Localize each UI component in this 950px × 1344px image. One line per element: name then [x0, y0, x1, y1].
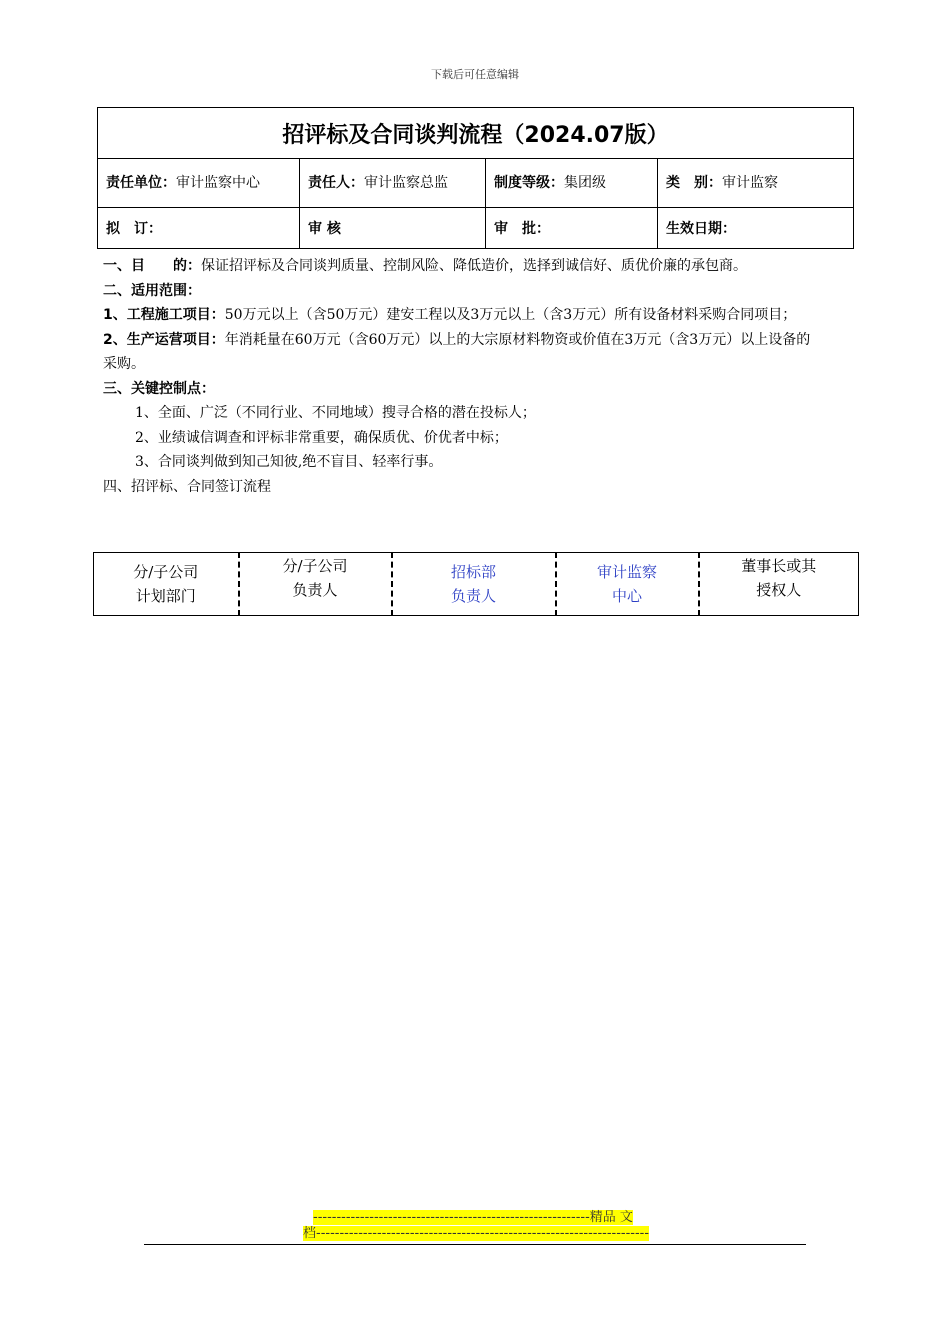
purpose-paragraph: [103, 254, 815, 279]
flow-column-line1: 审计监察: [596, 563, 657, 581]
scope-item-2-text: 年消耗量在60万元（含60万元）以上的大宗原材料物资或价值在3万元（含3万元）以上设备的采购。: [103, 331, 811, 372]
draft-label: 拟 订：: [106, 221, 162, 237]
responsible-unit-value: 审计监察中心: [176, 175, 260, 191]
flow-column-line1: 董事长或其: [741, 557, 817, 575]
system-level-label: 制度等级：: [494, 175, 564, 191]
flow-column-line1: 分/子公司: [282, 557, 348, 575]
flow-column-chairman: [699, 553, 859, 616]
draft-cell: [98, 208, 300, 249]
control-item-3: 3、合同谈判做到知己知彼,绝不盲目、轻率行事。: [135, 454, 443, 470]
control-item-1: 1、全面、广泛（不同行业、不同地域）搜寻合格的潜在投标人；: [135, 405, 536, 421]
system-level-cell: [486, 159, 658, 208]
flow-column-line1: 招标部: [450, 563, 496, 581]
approve-cell: [486, 208, 658, 249]
flow-column-line2: 授权人: [756, 581, 802, 599]
scope-item-1: [103, 303, 815, 328]
flow-column-line2: 负责人: [450, 587, 496, 605]
flow-column-bidding-head: [392, 553, 556, 616]
document-body: [103, 254, 815, 499]
footer-watermark-line2: [0, 1227, 950, 1241]
flow-heading: 四、招评标、合同签订流程: [103, 478, 271, 495]
responsible-unit-label: 责任单位：: [106, 175, 176, 191]
responsible-person-value: 审计监察总监: [364, 175, 448, 191]
flow-column-branch-planning: [94, 553, 239, 616]
purpose-label: 一、目 的：: [103, 258, 201, 274]
control-heading: 三、关键控制点：: [103, 380, 215, 397]
scope-item-2: [103, 328, 815, 377]
footer-watermark-text-2: 档-----------------------------------------------------------------------: [303, 1226, 650, 1241]
scope-heading: 二、适用范围：: [103, 282, 201, 299]
category-cell: [658, 159, 854, 208]
scope-item-2-label: 2、生产运营项目：: [103, 331, 225, 348]
category-value: 审计监察: [722, 175, 778, 191]
control-item-2: 2、业绩诚信调查和评标非常重要，确保质优、价优者中标；: [135, 429, 508, 446]
responsible-unit-cell: [98, 159, 300, 208]
footer-divider: [144, 1244, 806, 1245]
flow-column-audit-center: [556, 553, 699, 616]
top-note: 下载后可任意编辑: [431, 68, 519, 81]
flow-column-line2: 计划部门: [135, 587, 196, 605]
system-level-value: 集团级: [564, 175, 606, 191]
scope-item-1-text: 50万元以上（含50万元）建安工程以及3万元以上（含3万元）所有设备材料采购合同项目；: [224, 307, 797, 323]
footer-watermark-line1: [0, 1211, 950, 1225]
flow-column-branch-head: [239, 553, 392, 616]
effective-date-cell: [658, 208, 854, 249]
responsible-person-label: 责任人：: [308, 175, 364, 191]
flow-column-line2: 负责人: [292, 581, 338, 599]
footer-watermark-text-1: -----------------------------------------------------------精品 文: [313, 1210, 633, 1225]
flow-column-line2: 中心: [611, 587, 642, 605]
flow-column-line1: 分/子公司: [133, 563, 199, 581]
purpose-text: 保证招评标及合同谈判质量、控制风险、降低造价，选择到诚信好、质优价廉的承包商。: [201, 258, 747, 274]
review-cell: [300, 208, 486, 249]
header-table: [97, 107, 854, 249]
responsible-person-cell: [300, 159, 486, 208]
scope-item-1-label: 1、工程施工项目：: [103, 307, 225, 323]
document-title: 招评标及合同谈判流程（2024.07版）: [98, 108, 854, 159]
review-label: 审 核: [308, 221, 341, 237]
approve-label: 审 批：: [494, 221, 550, 237]
category-label: 类 别：: [666, 175, 722, 191]
flow-table: [93, 552, 859, 616]
effective-date-label: 生效日期：: [666, 221, 736, 237]
